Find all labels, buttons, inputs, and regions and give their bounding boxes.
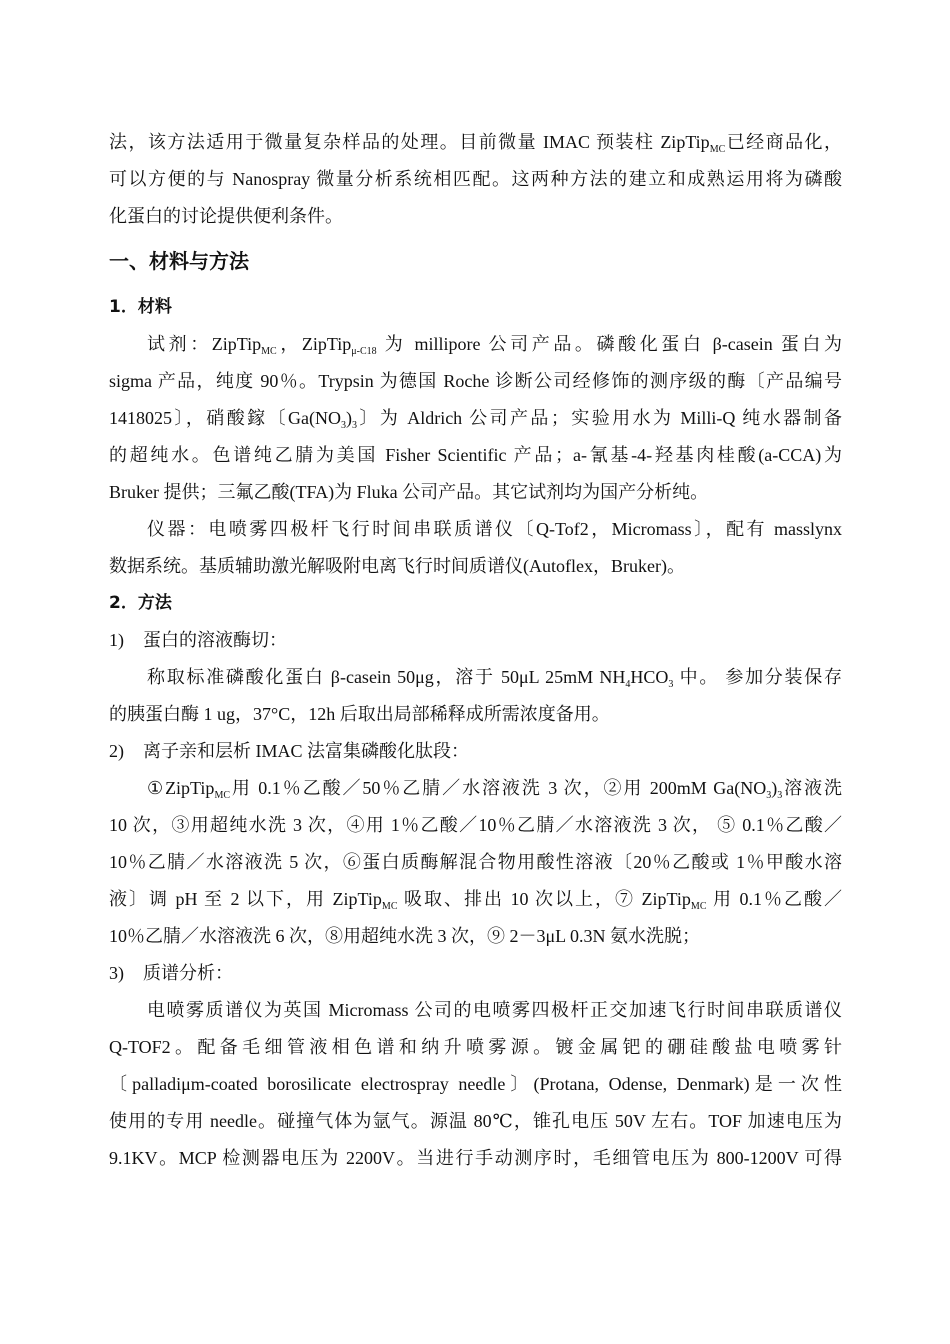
reagents-line-2: sigma 产品，纯度 90％。Trypsin 为德国 Roche 诊断公司经修饰的测序级的酶〔产品编号 [109,371,842,391]
step3-title: 3) 质谱分析： [109,955,842,992]
step3-line-3: 〔palladiμm-coated borosilicate electrospray needle〕(Protana, Odense, Denmark)是一次性 [109,1074,842,1094]
document-page [109,124,842,1177]
intro-line-1: 法，该方法适用于微量复杂样品的处理。目前微量 IMAC 预装柱 ZipTip$_{MC}$已经商品化， [109,132,842,155]
reagents-line-5: Bruker 提供；三氟乙酸(TFA)为 Fluka 公司产品。其它试剂均为国产分析纯。 [109,482,709,502]
step3-line-1: 电喷雾质谱仪为英国 Micromass 公司的电喷雾四极杆正交加速飞行时间串联质谱仪 [147,1000,842,1020]
reagents-line-1: 试剂：ZipTip$_{MC}$，ZipTip$_{\mu-C18}$ 为 millipore 公司产品。磷酸化蛋白 β-casein 蛋白为 [147,334,842,357]
methods-heading: 2．方法 [109,593,172,613]
instruments-line-2: 数据系统。基质辅助激光解吸附电离飞行时间质谱仪(Autoflex，Bruker)。 [109,556,685,576]
step2-line-4: 液〕调 pH 至 2 以下，用 ZipTip$_{MC}$ 吸取、排出 10 次以上，⑦ ZipTip$_{MC}$ 用 0.1％乙酸／ [109,889,842,912]
step1-number: 1) [109,630,124,650]
intro-line-3: 化蛋白的讨论提供便利条件。 [109,206,343,226]
reagents-line-4: 的超纯水。色谱纯乙腈为美国 Fisher Scientific 产品；a-氰基-4-羟基肉桂酸(a-CCA)为 [109,445,842,465]
step1-line-2: 的胰蛋白酶 1 ug，37°C，12h 后取出局部稀释成所需浓度备用。 [109,704,610,724]
step3-line-4: 使用的专用 needle。碰撞气体为氩气。源温 80℃，锥孔电压 50V 左右。TOF 加速电压为 [109,1111,842,1131]
step2-line-2: 10 次，③用超纯水洗 3 次，④用 1％乙酸／10％乙腈／水溶液洗 3 次， ⑤ 0.1％乙酸／ [109,815,842,835]
step3-number: 3) [109,963,124,983]
step2-line-5: 10％乙腈／水溶液洗 6 次，⑧用超纯水洗 3 次，⑨ 2－3μL 0.3N 氨水洗脱； [109,926,700,946]
step1-line-1: 称取标准磷酸化蛋白 β-casein 50μg，溶于 50μL 25mM $NH_4HCO_3$ 中。 参加分装保存 [147,667,842,690]
step2-line-1: ①ZipTip$_{MC}$用 0.1％乙酸／50％乙腈／水溶液洗 3 次，②用 200mM $Ga(NO_3)_3$溶液洗 [147,778,842,801]
step3-line-5: 9.1KV。MCP 检测器电压为 2200V。当进行手动测序时，毛细管电压为 800-1200V 可得 [109,1148,842,1168]
step2-line-3: 10％乙腈／水溶液洗 5 次，⑥蛋白质酶解混合物用酸性溶液〔20％乙酸或 1％甲酸水溶 [109,852,842,872]
step1-title: 1) 蛋白的溶液酶切： [109,622,842,659]
section-title: 一、材料与方法 [109,249,249,273]
reagents-line-3: 1418025〕，硝酸鎵〔$Ga(NO_3)_3$〕为 Aldrich 公司产品；实验用水为 Milli-Q 纯水器制备 [109,408,842,431]
intro-line-2: 可以方便的与 Nanospray 微量分析系统相匹配。这两种方法的建立和成熟运用将为磷酸 [109,169,842,189]
instruments-line-1: 仪器：电喷雾四极杆飞行时间串联质谱仪〔Q-Tof2，Micromass〕，配有 masslynx [147,519,842,539]
step2-title: 2) 离子亲和层析 IMAC 法富集磷酸化肽段： [109,733,842,770]
step2-number: 2) [109,741,124,761]
materials-heading: 1．材料 [109,297,172,317]
step3-line-2: Q-TOF2。配备毛细管液相色谱和纳升喷雾源。镀金属钯的硼硅酸盐电喷雾针 [109,1037,842,1057]
